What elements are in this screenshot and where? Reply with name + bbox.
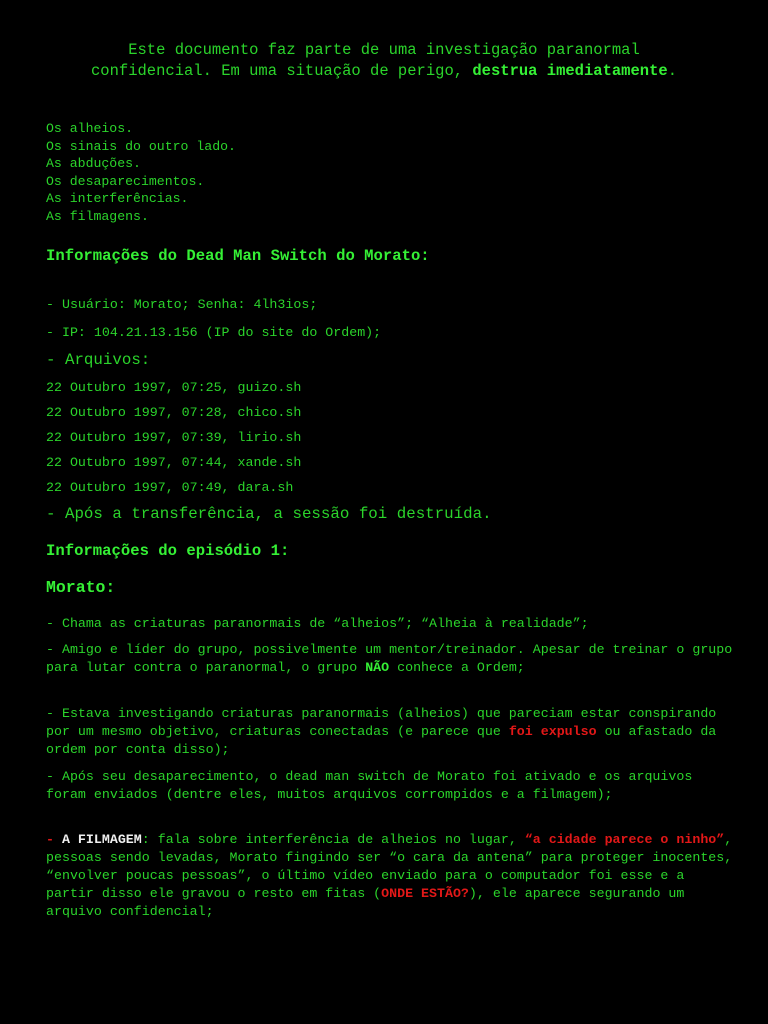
dms-heading: Informações do Dead Man Switch do Morato:	[46, 247, 430, 265]
note-highlight: foi expulso	[508, 724, 597, 739]
note-text: : fala sobre interferência de alheios no lugar,	[141, 832, 525, 847]
note-paragraph: - Chama as criaturas paranormais de “alheios”; “Alheia à realidade”;	[46, 616, 589, 631]
note-text: ou afastado da ordem por conta disso);	[46, 724, 717, 757]
topic-item: Os alheios.	[46, 121, 134, 136]
destroy-warning: destrua imediatamente	[472, 62, 668, 80]
topic-item: As filmagens.	[46, 208, 149, 224]
intro-period: .	[667, 62, 678, 80]
note-paragraph	[46, 831, 736, 921]
intro-line-1: Este documento faz parte de uma investigação paranormal	[128, 41, 640, 59]
note-text: - Estava investigando criaturas paranormais (alheios) que pareciam estar conspirando por um mesmo objetivo, criaturas conectadas (e parece que	[46, 706, 717, 739]
file-entry: 22 Outubro 1997, 07:44, xande.sh	[46, 455, 302, 470]
intro-warning	[40, 40, 728, 82]
file-entry: 22 Outubro 1997, 07:25, guizo.sh	[46, 380, 302, 395]
note-paragraph: - Após seu desaparecimento, o dead man switch de Morato foi ativado e os arquivos foram enviados (dentre eles, muitos arquivos corrompidos e a filmagem);	[46, 769, 693, 802]
note-highlight: ONDE ESTÃO?	[381, 886, 469, 901]
dms-credentials: - Usuário: Morato; Senha: 4lh3ios;	[46, 297, 318, 312]
note-emphasis: NÃO	[365, 660, 390, 675]
note-paragraph	[46, 705, 736, 759]
note-text: ), ele aparece segurando um arquivo confidencial;	[46, 886, 685, 919]
file-entry: 22 Outubro 1997, 07:49, dara.sh	[46, 480, 294, 495]
topic-list	[46, 120, 236, 226]
note-dash: -	[46, 832, 62, 847]
note-text: - Amigo e líder do grupo, possivelmente um mentor/treinador. Apesar de treinar o grupo para lutar contra o paranormal, o grupo	[46, 642, 733, 675]
intro-line-2	[40, 61, 728, 82]
intro-text: confidencial. Em uma situação de perigo,	[90, 62, 473, 80]
note-text: , pessoas sendo levadas, Morato fingindo ser “o cara da antena” para proteger inocentes, “envolver poucas pessoas”, o último vídeo enviado para o computador foi esse e a partir disso ele gravou o resto em fitas (	[46, 832, 733, 901]
topic-item: Os desaparecimentos.	[46, 173, 205, 189]
topic-item: Os sinais do outro lado.	[46, 138, 236, 154]
dms-ip: - IP: 104.21.13.156 (IP do site do Ordem);	[46, 325, 382, 340]
note-emphasis: A FILMAGEM	[61, 832, 142, 847]
note-text: conhece a Ordem;	[389, 660, 525, 675]
file-entry: 22 Outubro 1997, 07:28, chico.sh	[46, 405, 302, 420]
topic-item: As abduções.	[46, 156, 141, 172]
note-paragraph	[46, 641, 736, 677]
character-heading: Morato:	[46, 578, 116, 597]
episode-heading: Informações do episódio 1:	[46, 542, 290, 560]
file-entry: 22 Outubro 1997, 07:39, lirio.sh	[46, 430, 302, 445]
dms-files-label: - Arquivos:	[46, 351, 151, 369]
dms-session-note: - Após a transferência, a sessão foi destruída.	[46, 505, 492, 523]
topic-item: As interferências.	[46, 191, 189, 207]
note-highlight: “a cidade parece o ninho”	[524, 832, 725, 847]
